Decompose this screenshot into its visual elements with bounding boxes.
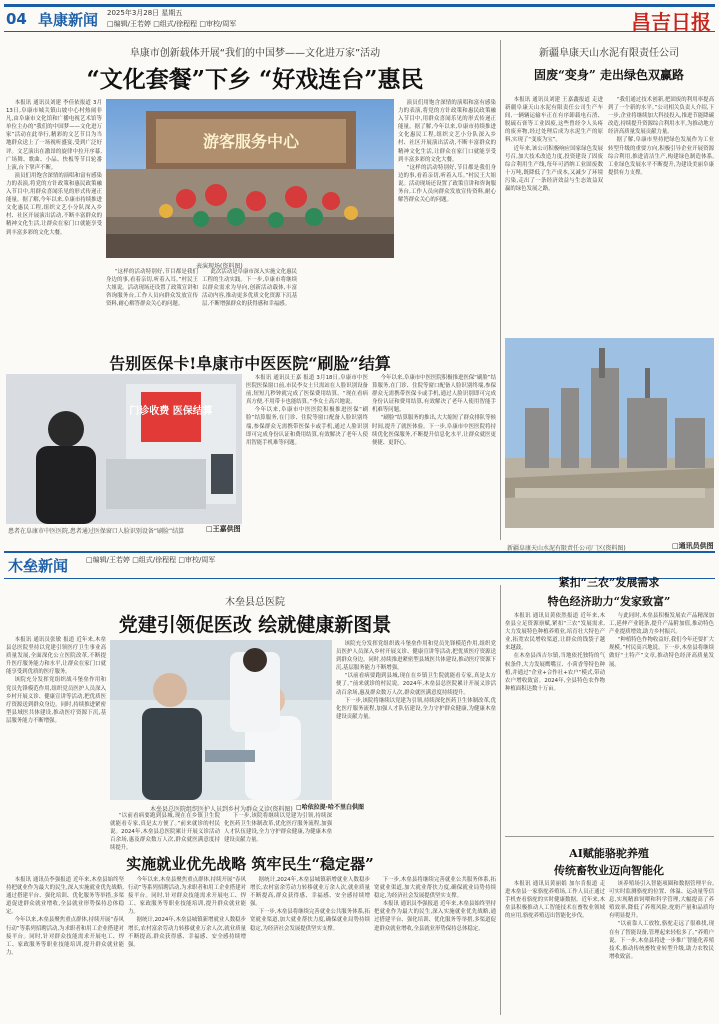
article1-para-2: 演员们用饱含深情的演唱和富有感染力的表演,将党的方针政策和惠民政策融入节目中,用群众喜闻乐见的形式传递正能量。据了解,今年以来,阜康市持续推进文化惠民工程,组织文艺小分队深入乡村、社区开展演出活动,不断丰富群众的精神文化生活,让群众在家门口就能享受到丰富多彩的文化大餐。 xyxy=(6,172,102,236)
article4-para-1: 本报讯 通讯员张敏 报道 近年来,木垒县总医院坚持以党建引领医疗卫生事业高质量发展,全面深化公立医院改革,不断提升医疗服务能力和水平,让群众在家门口就能享受到优质的医疗服务。 xyxy=(6,637,106,676)
article4-col-4 xyxy=(336,640,496,844)
page-number: 04 xyxy=(6,10,27,28)
article2-title: 固废“变身” 走出绿色双赢路 xyxy=(534,68,684,82)
article1-col-2 xyxy=(106,268,198,346)
article2-para-3: “我们通过技术创新,把固废的利用率提高到了一个新的水平。”公司相关负责人介绍,下一步,企业将继续加大科技投入,推进节能降碳改造,持续提升资源综合利用水平,为推动地方经济高质量发展贡献力量。 xyxy=(608,97,714,136)
article2-kicker: 新疆阜康天山水泥有限责任公司 xyxy=(539,48,679,59)
page-header-top xyxy=(4,4,715,32)
article4-photo xyxy=(110,640,332,800)
article5-para-3: 与此同时,木垒县积极发展农产品精深加工,延伸产业链条,提升产品附加值,推动特色产业提质增效,助力乡村振兴。 xyxy=(609,613,714,636)
article6-col-4 xyxy=(374,876,496,1018)
article2-para-1: 本报讯 通讯员刘建 王嘉鑫报道 走进新疆阜康天山水泥有限责任公司生产车间,一辆辆运输车正在有序卸载电石渣、脱硫石膏等工业固废,这些曾经令人头疼的废弃物,经过处理后成为水泥生产的原料,实现了“变废为宝”。 xyxy=(505,97,603,144)
article4-para-7: 下一步,该院将继续以党建为引领,持续深化医药卫生体制改革,优化医疗服务流程,加强人才队伍建设,全力守护群众健康,为健康木垒建设贡献力量。 xyxy=(336,697,496,720)
article1-caption: 表演现场(资料图) xyxy=(196,263,243,270)
article1-col-1 xyxy=(6,99,102,346)
article4-credit: □哈依拉提·哈不里白供图 xyxy=(296,804,364,811)
article2-caption: 新疆阜康天山水泥有限责任公司厂区(资料图) xyxy=(507,545,626,552)
editor-line: □编辑/王若婷 □组式/徐程程 □审校/周军 xyxy=(107,20,237,28)
article3-para-4: “刷脸”结算服务的推出,大大缩短了群众排队等候时间,提升了就医体验。下一步,阜康市中医医院将持续优化医保服务,不断提升信息化水平,让群众就医更便捷、更舒心。 xyxy=(372,415,496,446)
article2-para-2: 近年来,该公司积极响应国家绿色发展号召,加大技术改造力度,投资建设了固废综合利用生产线,每年可消纳工业固废数十万吨,既降低了生产成本,又减少了环境污染,走出了一条经济效益与生态效益双赢的绿色发展之路。 xyxy=(505,145,603,193)
article7-para-2: 该养殖场引入智能项圈和数据管理平台,可实时监测骆驼的位置、体温、运动量等信息,实现精准饲喂和科学管理,大幅提高了养殖效率,降低了养殖风险,驼奶产量和品质均有明显提升。 xyxy=(609,881,714,920)
article3-credit: □王嘉供图 xyxy=(206,525,241,533)
column-divider-2 xyxy=(500,585,501,1015)
article6-para-8: 本报讯 通讯员李强报道 近年来,木垒县始终坚持把就业作为最大的民生,深入实施就业优先战略,通过搭建平台、强化培训、优化服务等举措,多渠道促进群众就业增收,全县就业形势保持总体稳定。 xyxy=(374,901,496,932)
article7-title: 传统畜牧业迈向智能化 xyxy=(554,864,664,877)
article5-kicker: 紧扣“三农”发展需求 xyxy=(558,576,660,589)
article1-para-6: “这样的活动特别好,节目都是我们身边的事,看着亲切,听着入耳。”村民王大姐说。活动现场还设置了政策宣讲和咨询服务台,工作人员向群众发放宣传资料,耐心解答群众关心的问题。 xyxy=(398,164,496,204)
article1-kicker: 阜康市创新载体开展“我们的中国梦——文化进万家”活动 xyxy=(129,48,381,59)
article7-col-2 xyxy=(609,880,714,1016)
issue-date: 2025年3月28日 星期五 xyxy=(107,9,183,17)
article5-title: 特色经济助力“发家致富” xyxy=(547,595,671,608)
article4-caption: 木垒县总医院组织医护人员到乡村为群众义诊(资料图) xyxy=(150,806,293,813)
article6-para-2: 今年以来,木垒县聚焦重点群体,持续开展“春风行动”等系列招聘活动,为求职者和用工企业搭建对接平台。同时,针对群众技能需求开展电工、焊工、家政服务等职业技能培训,提升群众就业能力。 xyxy=(6,917,124,956)
article2-col-2 xyxy=(608,96,714,332)
article7-para-1: 本报讯 通讯员黄丽娟 加尔肯报道 走进木垒县一家骆驼养殖场,工作人员正通过手机查看骆驼的实时健康数据。近年来,木垒县积极推动人工智能技术在畜牧业领域的应用,骆驼养殖迈出智能化步伐。 xyxy=(505,881,605,920)
article7-col-1 xyxy=(505,880,605,1016)
article5-para-4: “种植特色作物收益好,我们今年还要扩大规模。”村民高兴地说。下一步,木垒县将继续做好“土特产”文章,推动特色经济高质量发展。 xyxy=(609,637,714,668)
article5-col-2 xyxy=(609,612,714,828)
article4-title: 党建引领促医改 绘就健康新图景 xyxy=(118,614,392,636)
article4-para-4: 下一步,该院将继续以党建为引领,持续深化医药卫生体制改革,优化医疗服务流程,加强人才队伍建设,全力守护群众健康,为健康木垒建设贡献力量。 xyxy=(224,813,332,844)
article1-col-4 xyxy=(398,99,496,346)
article1-para-3: “这样的活动特别好,节目都是我们身边的事,看着亲切,听着入耳。”村民王大姐说。活动现场还设置了政策宣讲和咨询服务台,工作人员向群众发放宣传资料,耐心解答群众关心的问题。 xyxy=(106,269,198,308)
visitor-center-sign: 游客服务中心 xyxy=(202,132,300,151)
article1-para-1: 本报讯 通讯员刘建 李佳依报道 3月13日,阜康市城关镇山坡中心村热闹非凡,由阜康市文化馆和广播电视艺术馆等单位主办的“我们的中国梦——文化进万家”活动在此举行,精彩的文艺节目为当地群众送上了一场视听盛宴,受到广泛好评。文艺演出在激昂的旋律中拉开序幕,广场舞、歌曲、小品、快板等节目轮番上演,台下掌声不断。 xyxy=(6,100,102,171)
article3-col-1 xyxy=(246,374,368,534)
article2-col-1 xyxy=(505,96,603,332)
article5-col-1 xyxy=(505,612,605,828)
article4-para-6: “以前看病要跑到县城,现在在乡镇卫生院就能看专家,真是太方便了。”前来就诊的村民说。2024年,木垒县总医院累计开展义诊活动百余场,惠及群众数万人次,群众就医满意度持续提升。 xyxy=(336,673,496,696)
article3-col-2 xyxy=(372,374,496,534)
article1-title: “文化套餐”下乡 “好戏连台”惠民 xyxy=(86,66,424,93)
newspaper-logo: 昌吉日报 xyxy=(631,10,711,34)
article3-para-2: 今年以来,阜康市中医医院积极推进医保“刷脸”结算服务,在门诊、住院等窗口配备人脸识别终端,参保群众无需携带医保卡或手机,通过人脸识别即可完成身份认证和费用结算,有效解决了老年人使用智能手机难等问题。 xyxy=(246,407,368,446)
section-title: 阜康新闻 xyxy=(38,11,99,29)
article6-para-1: 本报讯 通讯员李强报道 近年来,木垒县始终坚持把就业作为最大的民生,深入实施就业优先战略,通过搭建平台、强化培训、优化服务等举措,多渠道促进群众就业增收,全县就业形势保持总体稳定。 xyxy=(6,877,124,916)
issue-meta xyxy=(107,8,236,30)
article4-para-5: 该院充分发挥党组织战斗堡垒作用和党员先锋模范作用,组织党员医护人员深入乡村开展义诊、健康宣讲等活动,把优质医疗资源送到群众身边。同时,持续推进紧密型县域医共体建设,推动医疗资源下沉,基层服务能力不断增强。 xyxy=(336,641,496,672)
article6-para-4: 据统计,2024年,木垒县城镇新增就业人数稳步增长,农村富余劳动力转移就业万余人次,就业质量不断提高,群众获得感、幸福感、安全感持续增强。 xyxy=(128,917,246,948)
article4-col-1 xyxy=(6,636,106,836)
article3-para-1: 本报讯 通讯员王嘉 报道 3月18日,阜康市中医医院医保窗口前,市民李女士只需站在人脸识别设备前,短短几秒钟就完成了医保费用结算。“现在看病真方便,不用带卡也能结算。”李女士高兴地说。 xyxy=(246,375,368,406)
article2-photo xyxy=(505,338,714,528)
article7-kicker: AI赋能骆驼养殖 xyxy=(569,847,649,860)
article3-para-3: 今年以来,阜康市中医医院积极推进医保“刷脸”结算服务,在门诊、住院等窗口配备人脸识别终端,参保群众无需携带医保卡或手机,通过人脸识别即可完成身份认证和费用结算,有效解决了老年人使用智能手机难等问题。 xyxy=(372,375,496,414)
article2-para-4: 据了解,阜康市坚持把绿色发展作为工业转型升级的重要方向,积极引导企业开展资源综合利用,推进清洁生产,构建绿色制造体系,工业绿色发展水平不断提升,为建设美丽阜康提供有力支撑。 xyxy=(608,137,714,176)
article5-para-2: 在木垒县西吉尔镇,当地依托独特的气候条件,大力发展鹰嘴豆、小茴香等特色种植,并通过“企业+合作社+农户”模式,带动农户增收致富。2024年,全县特色农作物种植面积达数十万亩。 xyxy=(505,653,605,692)
clinic-sign-text: 门诊收费 医保结算 xyxy=(129,406,213,417)
section2-title: 木垒新闻 xyxy=(8,557,69,575)
article6-col-3 xyxy=(250,876,370,1018)
article4-kicker: 木垒县总医院 xyxy=(225,597,285,608)
article4-col-3 xyxy=(224,812,332,844)
article4-para-3: “以前看病要跑到县城,现在在乡镇卫生院就能看专家,真是太方便了。”前来就诊的村民说。2024年,木垒县总医院累计开展义诊活动百余场,惠及群众数万人次,群众就医满意度持续提升。 xyxy=(110,813,220,852)
column-divider xyxy=(500,40,501,540)
article3-title: 告别医保卡!阜康市中医医院“刷脸”结算 xyxy=(109,354,391,373)
article3-caption: 患者在阜康市中医医院,患者通过医保窗口人脸识别设备“刷脸”结算 xyxy=(8,528,185,535)
article4-col-2 xyxy=(110,812,220,852)
article1-para-5: 演员们用饱含深情的演唱和富有感染力的表演,将党的方针政策和惠民政策融入节目中,用群众喜闻乐见的形式传递正能量。据了解,今年以来,阜康市持续推进文化惠民工程,组织文艺小分队深入乡村、社区开展演出活动,不断丰富群众的精神文化生活,让群众在家门口就能享受到丰富多彩的文化大餐。 xyxy=(398,100,496,163)
article1-col-3 xyxy=(202,268,297,346)
article6-col-1 xyxy=(6,876,124,1018)
article1-photo xyxy=(106,99,394,258)
article2-credit: □通讯员供图 xyxy=(672,542,714,550)
section2-meta: □编辑/王若婷 □组式/徐程程 □审校/周军 xyxy=(86,556,216,564)
article5-para-1: 本报讯 通讯员黄依然报道 近年来,木垒县立足资源禀赋,紧扣“三农”发展需求,大力发展特色种植养殖业,培育壮大特色产业,拓宽农民增收渠道,让群众的钱袋子越来越鼓。 xyxy=(505,613,605,652)
article6-para-7: 下一步,木垒县将继续完善就业公共服务体系,拓宽就业渠道,加大就业帮扶力度,确保就业局势持续稳定,为经济社会发展提供坚实支撑。 xyxy=(374,877,496,900)
article6-para-5: 据统计,2024年,木垒县城镇新增就业人数稳步增长,农村富余劳动力转移就业万余人次,就业质量不断提高,群众获得感、幸福感、安全感持续增强。 xyxy=(250,877,370,908)
article6-title: 实施就业优先战略 筑牢民生“稳定器” xyxy=(126,855,374,873)
article6-para-3: 今年以来,木垒县聚焦重点群体,持续开展“春风行动”等系列招聘活动,为求职者和用工企业搭建对接平台。同时,针对群众技能需求开展电工、焊工、家政服务等职业技能培训,提升群众就业能力。 xyxy=(128,877,246,916)
article7-para-3: “以前靠人工放牧,骆驼走远了很难找,现在有了智能设备,管理起来轻松多了。”养殖户说。下一步,木垒县将进一步推广智能化养殖技术,推动传统畜牧业转型升级,助力农牧民增收致富。 xyxy=(609,921,714,960)
article6-para-6: 下一步,木垒县将继续完善就业公共服务体系,拓宽就业渠道,加大就业帮扶力度,确保就业局势持续稳定,为经济社会发展提供坚实支撑。 xyxy=(250,909,370,932)
article3-photo xyxy=(6,374,242,524)
article1-para-4: 此次活动是阜康市深入实施文化惠民工程的生动实践。下一步,阜康市将继续以群众需求为导向,创新活动载体,丰富活动内容,推动更多优质文化资源下沉基层,不断增强群众的获得感和幸福感。 xyxy=(202,269,297,308)
article5-divider xyxy=(505,836,714,837)
article6-col-2 xyxy=(128,876,246,1018)
article4-para-2: 该院充分发挥党组织战斗堡垒作用和党员先锋模范作用,组织党员医护人员深入乡村开展义诊、健康宣讲等活动,把优质医疗资源送到群众身边。同时,持续推进紧密型县域医共体建设,推动医疗资源下沉,基层服务能力不断增强。 xyxy=(6,677,106,724)
